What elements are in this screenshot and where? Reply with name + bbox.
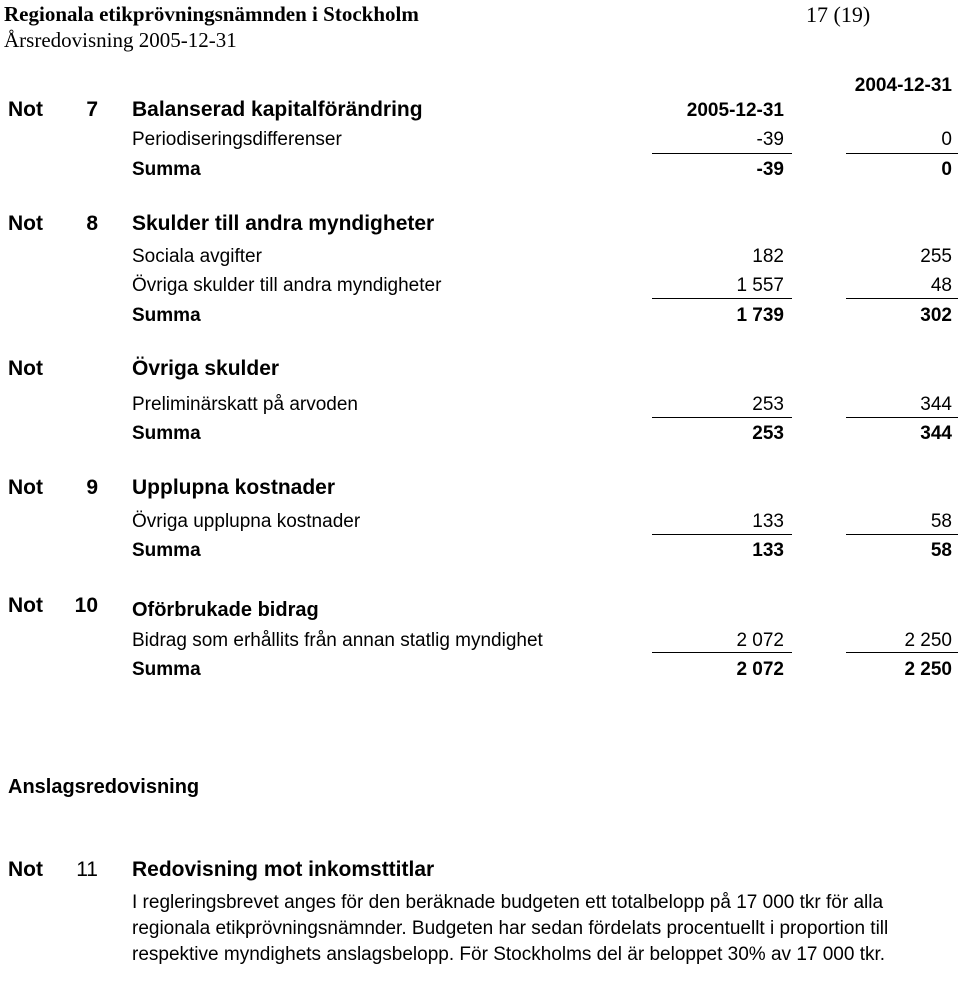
row-value-current: 1 557 (736, 275, 784, 296)
sum-value-previous: 302 (920, 305, 952, 326)
note-label: Not (8, 212, 43, 235)
note-label: Not (8, 858, 43, 881)
sum-value-previous: 58 (930, 540, 952, 561)
row-value-current: 182 (752, 246, 784, 267)
sum-rule (652, 652, 792, 653)
sum-label: Summa (132, 659, 201, 680)
row-value-current: 2 072 (736, 630, 784, 651)
sum-rule (652, 417, 792, 418)
sum-rule (652, 534, 792, 535)
row-value-previous: 48 (930, 275, 952, 296)
row-label: Preliminärskatt på arvoden (132, 394, 358, 415)
note-title: Balanserad kapitalförändring (132, 98, 423, 121)
note-number: 10 (74, 594, 98, 617)
page-number: 17 (19) (806, 2, 871, 27)
note-title: Upplupna kostnader (132, 476, 336, 499)
row-value-previous: 344 (920, 394, 952, 415)
sum-rule (846, 153, 958, 154)
row-value-current: 133 (752, 511, 784, 532)
sum-value-previous: 344 (920, 423, 952, 444)
row-label: Övriga upplupna kostnader (132, 511, 361, 532)
sum-label: Summa (132, 159, 201, 180)
sum-rule (846, 417, 958, 418)
sum-value-current: 1 739 (736, 305, 784, 326)
note-number: 7 (86, 98, 98, 121)
sum-value-current: 2 072 (736, 659, 784, 680)
sum-value-previous: 2 250 (904, 659, 952, 680)
note-paragraph: I regleringsbrevet anges för den beräknade budgeten ett totalbelopp på 17 000 tkr för alla regionala etikprövningsnämnder. Budgeten har sedan fördelats procentuellt i proportion till respektive myndighets anslagsbelopp. För Stockholms del är beloppet 30% av 17 000 tkr. (132, 892, 889, 965)
note-label: Not (8, 98, 43, 121)
sum-label: Summa (132, 423, 201, 444)
note-title: Övriga skulder (132, 357, 280, 380)
row-value-previous: 255 (920, 246, 952, 267)
sum-label: Summa (132, 540, 201, 561)
note-label: Not (8, 594, 43, 617)
row-value-previous: 0 (941, 129, 952, 150)
row-label: Bidrag som erhållits från annan statlig myndighet (132, 630, 543, 651)
row-value-current: 253 (752, 394, 784, 415)
note-label: Not (8, 357, 43, 380)
note-title: Oförbrukade bidrag (132, 599, 319, 621)
sum-rule (652, 153, 792, 154)
sum-value-current: 133 (752, 540, 784, 561)
row-label: Övriga skulder till andra myndigheter (132, 275, 442, 296)
sum-value-current: 253 (752, 423, 784, 444)
sum-rule (652, 298, 792, 299)
note-number: 8 (86, 212, 98, 235)
organization-title: Regionala etikprövningsnämnden i Stockholm (4, 2, 419, 26)
row-value-current: -39 (756, 129, 784, 150)
row-label: Sociala avgifter (132, 246, 262, 267)
section-title: Anslagsredovisning (8, 776, 200, 798)
row-value-previous: 58 (930, 511, 952, 532)
note-number: 9 (86, 476, 98, 499)
sum-rule (846, 298, 958, 299)
sum-label: Summa (132, 305, 201, 326)
row-value-previous: 2 250 (904, 630, 952, 651)
sum-rule (846, 652, 958, 653)
sum-rule (846, 534, 958, 535)
report-subtitle: Årsredovisning 2005-12-31 (4, 28, 237, 52)
note-title: Skulder till andra myndigheter (132, 212, 435, 235)
column-header-previous: 2004-12-31 (854, 75, 952, 96)
note-number: 11 (76, 858, 98, 881)
note-label: Not (8, 476, 43, 499)
note-title: Redovisning mot inkomsttitlar (132, 858, 435, 881)
sum-value-current: -39 (756, 159, 784, 180)
row-label: Periodiseringsdifferenser (132, 129, 342, 150)
sum-value-previous: 0 (941, 159, 952, 180)
column-header-current: 2005-12-31 (686, 100, 784, 121)
